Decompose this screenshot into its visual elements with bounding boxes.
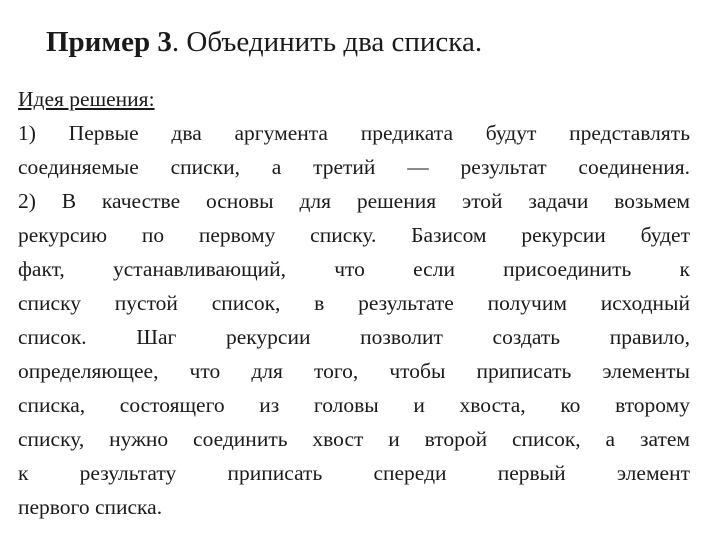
slide-title (46, 22, 482, 62)
body-line: списка, состоящего из головы и хвоста, ко второму (18, 393, 690, 417)
title-example-number: Пример 3 (46, 26, 172, 58)
body-line: 2) В качестве основы для решения этой задачи возьмем (18, 189, 690, 213)
solution-heading: Идея решения: (18, 87, 155, 111)
body-line: списку пустой список, в результате получим исходный (18, 291, 690, 315)
body-line: списку, нужно соединить хвост и второй список, а затем (18, 427, 690, 451)
body-line: соединяемые списки, а третий — результат соединения. (18, 155, 690, 179)
body-line: определяющее, что для того, чтобы приписать элементы (18, 359, 690, 383)
title-text: . Объединить два списка. (171, 26, 483, 58)
body-line: факт, устанавливающий, что если присоединить к (18, 257, 690, 281)
body-line: 1) Первые два аргумента предиката будут представлять (18, 121, 690, 145)
body-line: рекурсию по первому списку. Базисом рекурсии будет (18, 223, 690, 247)
slide-body (18, 82, 690, 524)
body-line: список. Шаг рекурсии позволит создать правило, (18, 325, 690, 349)
body-line: первого списка. (18, 495, 163, 519)
body-line: к результату приписать спереди первый элемент (18, 461, 690, 485)
